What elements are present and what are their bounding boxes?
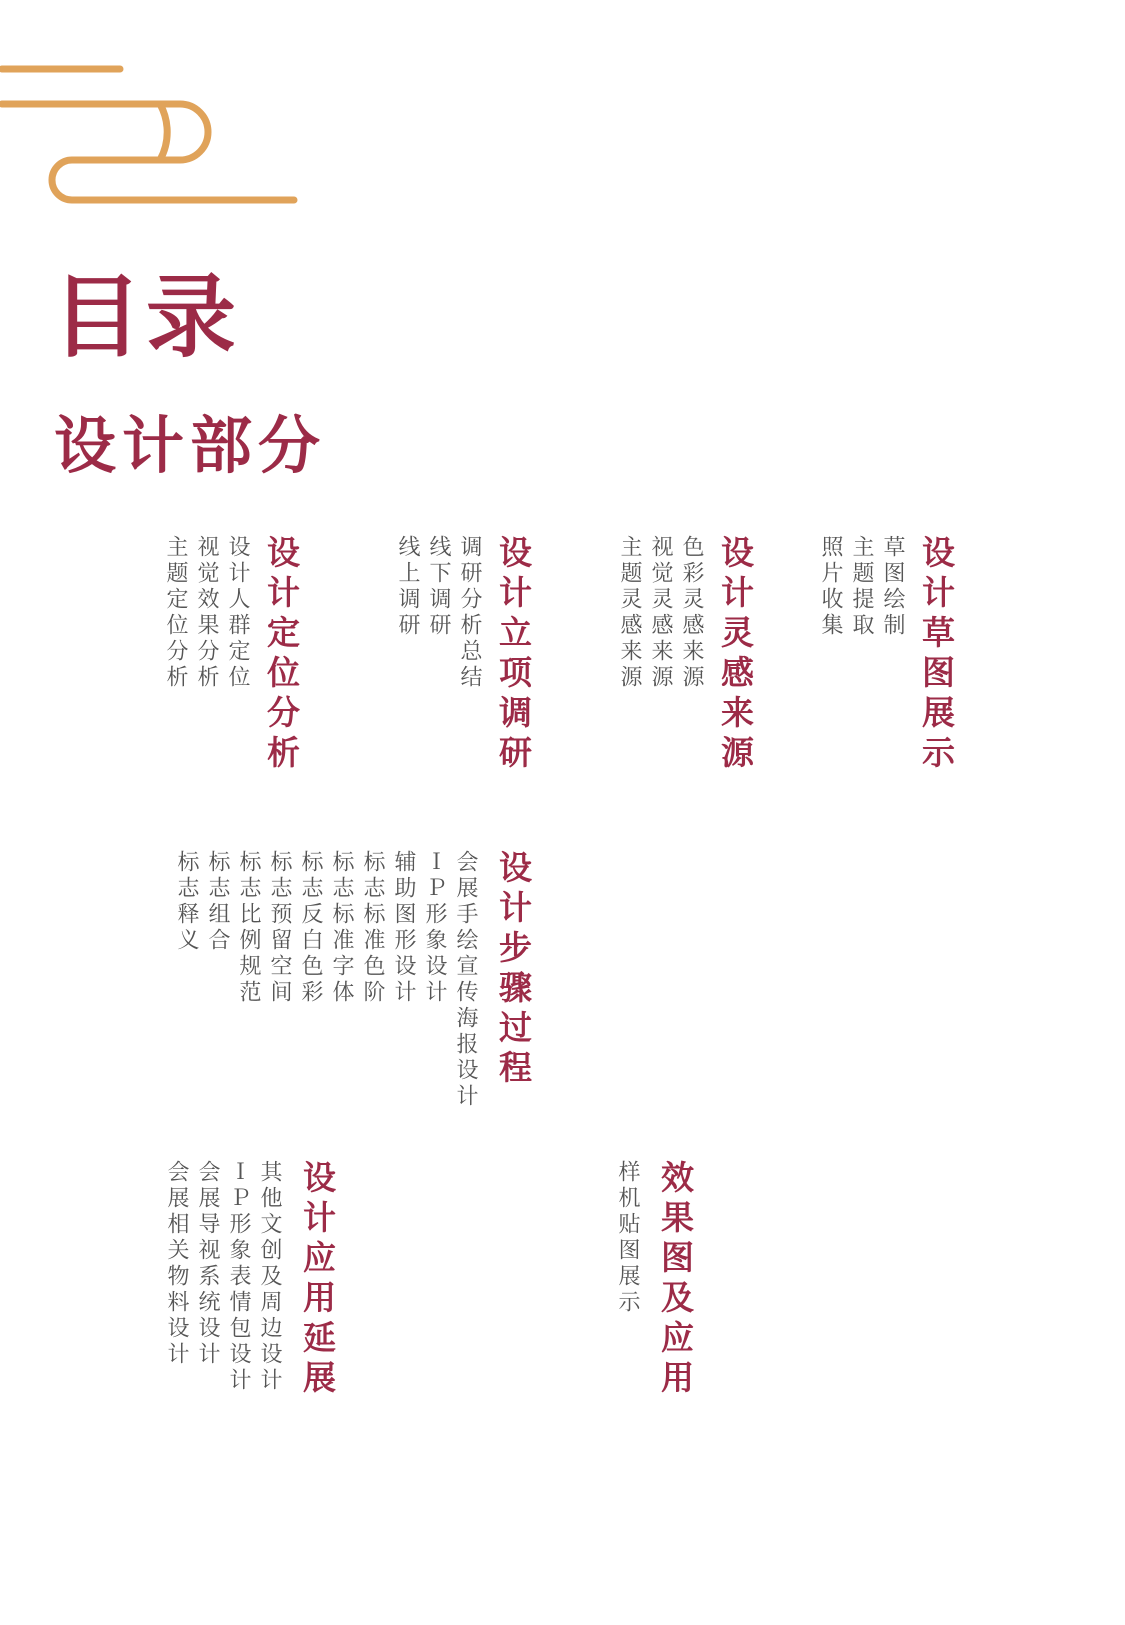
toc-item: 标志标准色阶 — [360, 850, 385, 1006]
section-items — [171, 850, 481, 1110]
section-heading: 设计应用延展 — [298, 1160, 337, 1400]
toc-item: 标志释义 — [174, 850, 199, 954]
section-items — [815, 535, 908, 639]
section-heading: 设计步骤过程 — [494, 850, 533, 1090]
toc-section-research — [392, 535, 531, 775]
toc-item: 标志反白色彩 — [298, 850, 323, 1006]
section-items — [612, 1160, 643, 1316]
toc-item: 其他文创及周边设计 — [257, 1160, 282, 1394]
section-items — [160, 535, 253, 691]
toc-item: 主题定位分析 — [163, 535, 188, 691]
section-heading: 设计草图展示 — [917, 535, 956, 775]
toc-item: 标志标准字体 — [329, 850, 354, 1006]
toc-item: 辅助图形设计 — [391, 850, 416, 1006]
section-items — [161, 1160, 285, 1394]
toc-item: ＩＰ形象设计 — [422, 850, 447, 1006]
page-title: 目录 — [52, 265, 240, 370]
toc-item: 线上调研 — [395, 535, 420, 639]
toc-section-renderings — [612, 1160, 693, 1400]
toc-item: 标志比例规范 — [236, 850, 261, 1006]
section-items — [392, 535, 485, 691]
section-heading: 设计立项调研 — [494, 535, 533, 775]
toc-section-process — [171, 850, 531, 1110]
toc-item: 色彩灵感来源 — [679, 535, 704, 691]
toc-item: 照片收集 — [818, 535, 843, 639]
toc-item: 设计人群定位 — [225, 535, 250, 691]
toc-item: 会展导视系统设计 — [195, 1160, 220, 1368]
toc-item: ＩＰ形象表情包设计 — [226, 1160, 251, 1394]
toc-section-positioning — [160, 535, 299, 775]
toc-item: 标志组合 — [205, 850, 230, 954]
toc-item: 视觉效果分析 — [194, 535, 219, 691]
toc-item: 视觉灵感来源 — [648, 535, 673, 691]
toc-item: 主题灵感来源 — [617, 535, 642, 691]
toc-item: 草图绘制 — [880, 535, 905, 639]
toc-item: 主题提取 — [849, 535, 874, 639]
toc-item: 标志预留空间 — [267, 850, 292, 1006]
section-heading: 设计灵感来源 — [716, 535, 755, 775]
section-heading: 效果图及应用 — [656, 1160, 695, 1400]
toc-section-inspiration — [614, 535, 753, 775]
toc-item: 会展相关物料设计 — [164, 1160, 189, 1368]
toc-item: 会展手绘宣传海报设计 — [453, 850, 478, 1110]
toc-item: 样机贴图展示 — [615, 1160, 640, 1316]
toc-item: 线下调研 — [426, 535, 451, 639]
toc-item: 调研分析总结 — [457, 535, 482, 691]
cloud-ornament-icon — [0, 0, 320, 220]
toc-section-sketch — [815, 535, 954, 775]
section-group-title: 设计部分 — [54, 409, 327, 482]
section-items — [614, 535, 707, 691]
section-heading: 设计定位分析 — [262, 535, 301, 775]
toc-section-extension — [161, 1160, 335, 1400]
